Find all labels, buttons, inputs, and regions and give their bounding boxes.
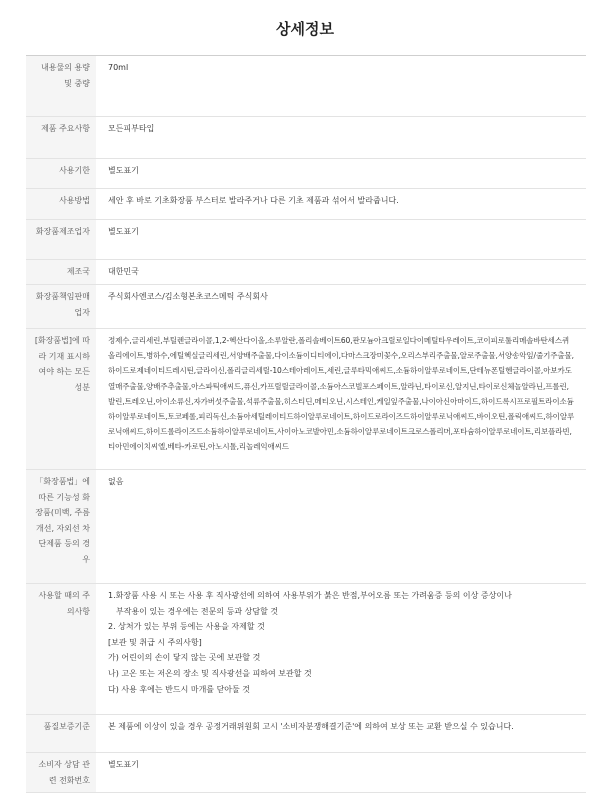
row-label: 소비자 상담 관련 전화번호 — [26, 753, 96, 793]
row-label: 사용기한 — [26, 159, 96, 189]
row-label: 품질보증기준 — [26, 715, 96, 753]
row-value: 주식회사엔코스/김소형본초코스메틱 주식회사 — [96, 285, 586, 329]
table-row — [26, 470, 586, 584]
row-label: 제조국 — [26, 260, 96, 285]
table-row — [26, 329, 586, 470]
row-label: 내용물의 용량 및 중량 — [26, 56, 96, 117]
ingredients-value: 정제수,글리세린,부틸렌글라이콜,1,2-헥산다이올,소루알란,폴리솔베이트60,판모늄아크릴로일다이메틸타우레이트,코이피로툴리메솔바탄세스퀴올리에이트,병하수,에틸헥실글리세린,서양배주출물,다이소듐이디티에이,다마스크장미꽃수,오리스부리주출물,알로주출물,서양송악잎/줄기주출물,하이드로제네이티드레시틴,글라이신,폴리글리세릴-10스테아레이트,세린,글루타믹애씨드,소듐하이알루로네이트,단테뉴폰틸헨글라이콜,아보카도열매주출물,양배주추출물,아스파틱애씨드,퓨신,카프릴릴글라이콜,소듐아스코빌포스페이트,알라닌,타이로신,알지닌,타이로신체놀알라닌,프롤린,발린,트레오닌,아이소류신,자가버섯주출물,석류주출물,히스티딘,메티오닌,시스테인,케일잎주출물,나이아신아마이드,하이드록시프로필트라이소듐하이알루로네이트,토코페롤,피리독신,소듐아세틸레이티드하이알루로네이트,하이드로라이즈드하이알루로닉애씨드,바이오틴,폴릭애씨드,하이알루로닉애씨드,하이드롤라이즈드소듐하이알루로네이트,사이아노코발아민,소듐하이알루로네이트크로스폴리머,포타슘하이알루로네이트,리보플라빈,티아민에이치씨엘,베타-카로틴,아노시톨,리놀레익애씨드 — [96, 329, 586, 470]
row-value: 별도표기 — [96, 220, 586, 260]
table-row — [26, 753, 586, 793]
table-row — [26, 715, 586, 753]
row-value: 세안 후 바로 기초화장품 부스터로 발라주거나 다른 기초 제품과 섞어서 발라줍니다. — [96, 189, 586, 220]
table-row — [26, 220, 586, 260]
caution-line: 나) 고온 또는 저온의 장소 및 직사광선을 피하여 보관할 것 — [108, 668, 312, 678]
table-row — [26, 117, 586, 159]
caution-value — [96, 584, 586, 715]
caution-line: 2. 상처가 있는 부위 등에는 사용을 자제할 것 — [108, 622, 265, 632]
row-value: 대한민국 — [96, 260, 586, 285]
row-value: 없음 — [96, 470, 586, 584]
row-value: 별도표기 — [96, 753, 586, 793]
row-value: 별도표기 — [96, 159, 586, 189]
caution-line: 다) 사용 후에는 반드시 마개를 닫아둘 것 — [108, 684, 251, 694]
table-row — [26, 584, 586, 715]
row-label: 「화장품법」에 따른 기능성 화장품(미백, 주름개선, 자외선 차단제품 등의 경우 — [26, 470, 96, 584]
table-row — [26, 189, 586, 220]
caution-line: 부작용이 있는 경우에는 전문의 등과 상담할 것 — [116, 606, 279, 616]
caution-line: 1.화장품 사용 시 또는 사용 후 직사광선에 의하여 사용부위가 붉은 반점,부어오름 또는 가려움증 등의 이상 증상이나 — [108, 591, 512, 600]
table-row — [26, 159, 586, 189]
page-title: 상세정보 — [276, 20, 334, 38]
table-row — [26, 56, 586, 117]
product-info-table — [26, 55, 586, 793]
row-label: 화장품제조업자 — [26, 220, 96, 260]
row-value: 모든피부타입 — [96, 117, 586, 159]
row-value: 본 제품에 이상이 있을 경우 공정거래위원회 고시 '소비자분쟁해결기준'에 의하여 보상 또는 교환 받으실 수 있습니다. — [96, 715, 586, 753]
row-label: 제품 주요사항 — [26, 117, 96, 159]
row-label: [화장품법]에 따라 기재 표시하여야 하는 모든 성분 — [26, 329, 96, 470]
table-row — [26, 260, 586, 285]
row-label: 사용할 때의 주의사항 — [26, 584, 96, 715]
row-value: 70ml — [96, 56, 586, 117]
caution-line: [보관 및 취급 시 주의사항] — [108, 637, 202, 647]
caution-line: 가) 어린이의 손이 닿지 않는 곳에 보관할 것 — [108, 653, 261, 663]
table-row — [26, 285, 586, 329]
row-label: 화장품책임판매업자 — [26, 285, 96, 329]
row-label: 사용방법 — [26, 189, 96, 220]
